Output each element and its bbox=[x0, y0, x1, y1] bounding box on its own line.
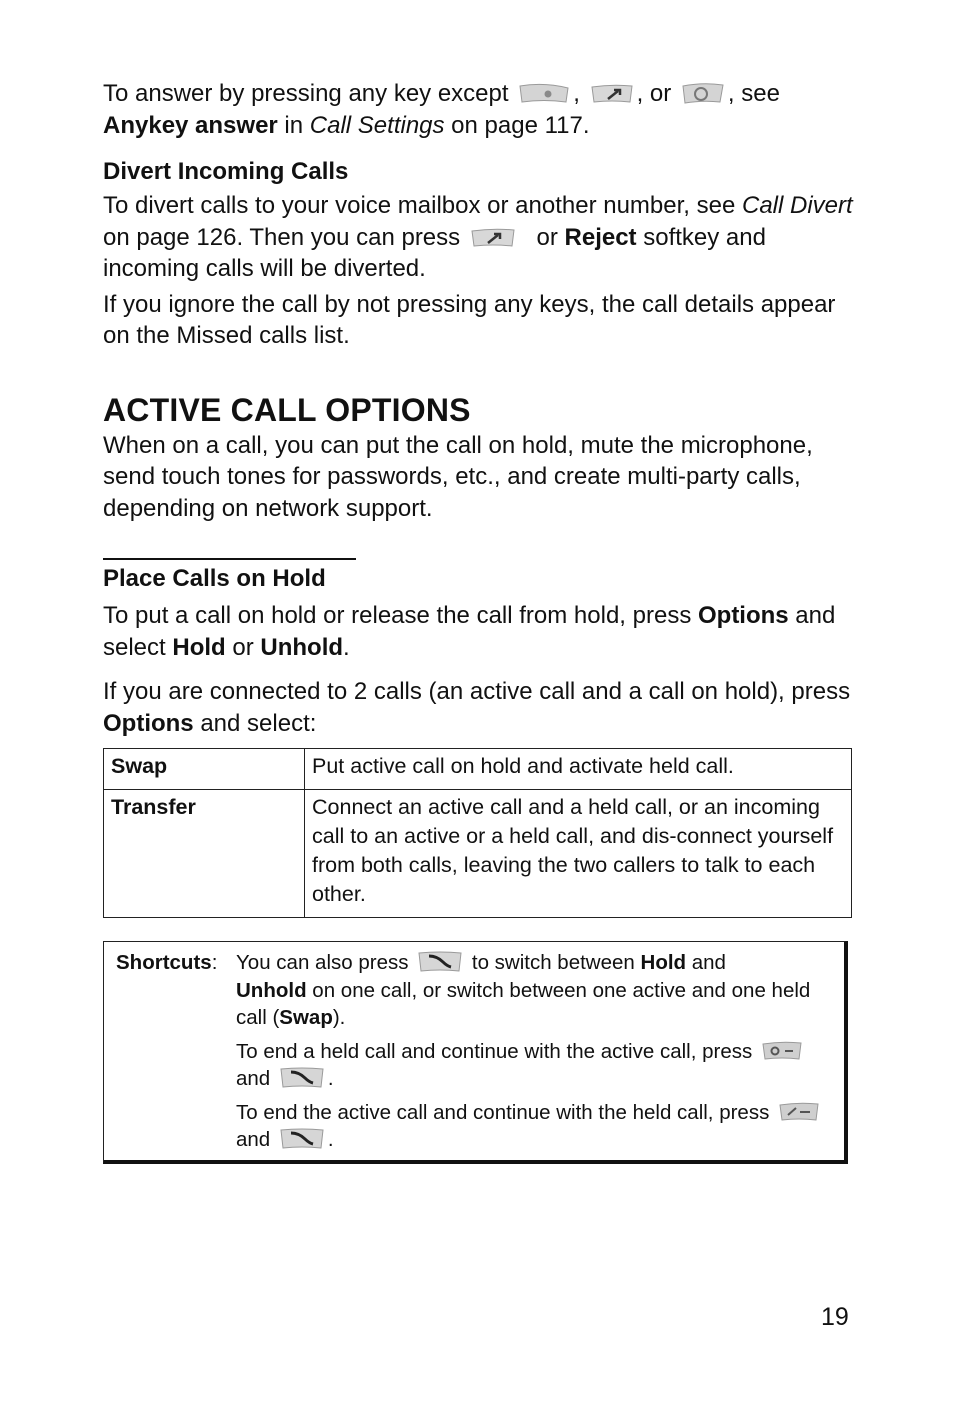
call-settings-reference: Call Settings bbox=[309, 111, 445, 139]
shortcut-end-held-paragraph: To end a held call and continue with the active call, press and . bbox=[236, 1038, 830, 1093]
page-number: 19 bbox=[821, 1303, 849, 1331]
menu-key-icon bbox=[518, 83, 570, 105]
right-softkey-icon bbox=[778, 1101, 820, 1123]
place-calls-on-hold-heading: Place Calls on Hold bbox=[103, 565, 326, 592]
two-calls-paragraph: If you are connected to 2 calls (an active call and a call on hold), press Options and select: bbox=[103, 678, 851, 737]
reject-softkey-term: Reject bbox=[564, 223, 637, 251]
shortcuts-body bbox=[236, 949, 844, 1154]
divert-heading: Divert Incoming Calls bbox=[103, 158, 349, 185]
send-call-key-icon bbox=[279, 1067, 325, 1089]
intro-text: To answer by pressing any key except bbox=[103, 80, 516, 107]
clear-key-icon bbox=[681, 81, 725, 105]
shortcuts-label: Shortcuts: bbox=[116, 951, 218, 974]
table-row bbox=[104, 790, 852, 918]
active-call-options-heading: ACTIVE CALL OPTIONS bbox=[103, 391, 471, 428]
option-term: Swap bbox=[104, 749, 305, 790]
options-table bbox=[103, 748, 852, 918]
shortcuts-box bbox=[103, 941, 848, 1164]
ignore-call-paragraph: If you ignore the call by not pressing any keys, the call details appear on the Missed calls list. bbox=[103, 290, 836, 349]
anykey-answer-term: Anykey answer bbox=[103, 111, 278, 139]
hold-paragraph: To put a call on hold or release the call from hold, press Options and select Hold or Unhold. bbox=[103, 602, 836, 661]
active-call-intro: When on a call, you can put the call on hold, mute the microphone, send touch tones for passwords, etc., and create multi-party calls, depending on network support. bbox=[103, 431, 813, 522]
option-description: Connect an active call and a held call, or an incoming call to an active or a held call, and dis-connect yourself from both calls, leaving the two callers to talk to each other. bbox=[305, 790, 852, 918]
manual-page bbox=[103, 78, 853, 1164]
shortcut-swap-paragraph: You can also press to switch between Hold and Unhold on one call, or switch between one active and one held call (Swap). bbox=[236, 951, 811, 1029]
end-call-key-icon bbox=[590, 83, 634, 105]
section-rule bbox=[103, 558, 356, 560]
table-row bbox=[104, 749, 852, 790]
left-softkey-icon bbox=[761, 1040, 803, 1062]
divert-paragraph: To divert calls to your voice mailbox or another number, see Call Divert on page 126. Then you can press or Reject softkey and incoming calls will be diverted. bbox=[103, 192, 853, 282]
shortcut-end-active-paragraph: To end the active call and continue with the held call, press and . bbox=[236, 1099, 830, 1154]
option-term: Transfer bbox=[104, 790, 305, 918]
send-call-key-icon bbox=[279, 1128, 325, 1150]
call-divert-reference: Call Divert bbox=[741, 192, 853, 219]
option-description: Put active call on hold and activate held call. bbox=[305, 749, 852, 790]
send-call-key-icon bbox=[417, 951, 463, 973]
intro-paragraph: To answer by pressing any key except , , or , see Anykey answer in Call Settings on page 117. bbox=[103, 80, 780, 139]
right-softkey-icon bbox=[470, 227, 516, 249]
